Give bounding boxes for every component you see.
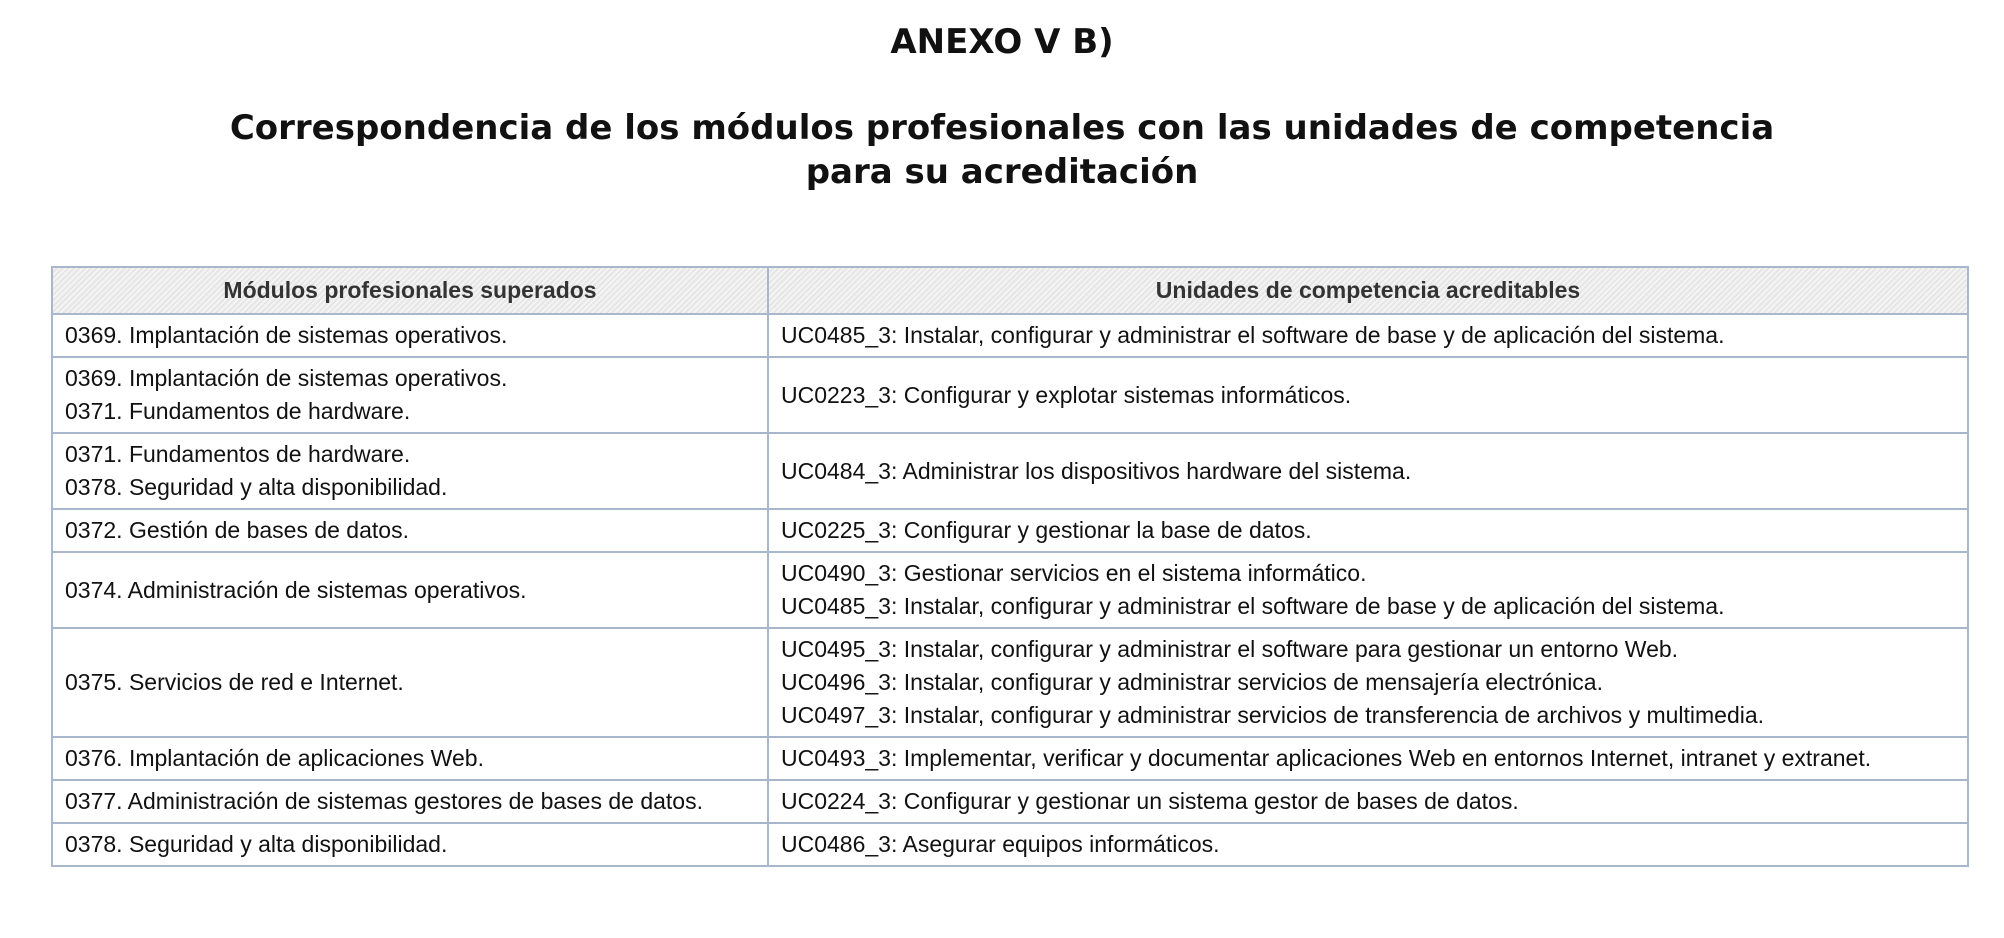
correspondence-table xyxy=(51,266,1969,867)
table-row xyxy=(52,628,1968,737)
units-cell xyxy=(768,628,1968,737)
table-row xyxy=(52,433,1968,509)
units-cell xyxy=(768,433,1968,509)
modules-cell xyxy=(52,509,768,552)
unit-line: UC0495_3: Instalar, configurar y administrar el software para gestionar un entorno Web. xyxy=(781,636,1679,662)
module-line: 0378. Seguridad y alta disponibilidad. xyxy=(65,831,448,857)
units-cell xyxy=(768,314,1968,357)
modules-cell xyxy=(52,433,768,509)
units-cell xyxy=(768,737,1968,780)
modules-cell xyxy=(52,552,768,628)
table-row xyxy=(52,737,1968,780)
modules-cell xyxy=(52,314,768,357)
module-line: 0377. Administración de sistemas gestores de bases de datos. xyxy=(65,788,703,814)
unit-line: UC0493_3: Implementar, verificar y documentar aplicaciones Web en entornos Internet, intranet y extranet. xyxy=(781,745,1872,771)
unit-line: UC0484_3: Administrar los dispositivos hardware del sistema. xyxy=(781,457,1412,484)
table-row xyxy=(52,552,1968,628)
table-row xyxy=(52,357,1968,433)
units-cell xyxy=(768,357,1968,433)
unit-line: UC0225_3: Configurar y gestionar la base de datos. xyxy=(781,517,1312,543)
unit-line: UC0224_3: Configurar y gestionar un sistema gestor de bases de datos. xyxy=(781,788,1519,814)
table-row xyxy=(52,314,1968,357)
module-line: 0376. Implantación de aplicaciones Web. xyxy=(65,745,484,771)
table-row xyxy=(52,823,1968,866)
unit-line: UC0223_3: Configurar y explotar sistemas informáticos. xyxy=(781,381,1352,408)
table-header-row xyxy=(52,267,1968,314)
modules-cell xyxy=(52,737,768,780)
unit-line: UC0496_3: Instalar, configurar y administrar servicios de mensajería electrónica. xyxy=(781,669,1603,695)
modules-cell xyxy=(52,780,768,823)
table-row xyxy=(52,780,1968,823)
unit-line: UC0497_3: Instalar, configurar y administrar servicios de transferencia de archivos y multimedia. xyxy=(781,702,1765,728)
annex-title: ANEXO V B) xyxy=(890,22,1114,62)
units-cell xyxy=(768,552,1968,628)
modules-cell xyxy=(52,357,768,433)
subtitle-line-1: Correspondencia de los módulos profesionales con las unidades de competencia xyxy=(229,108,1775,148)
module-line: 0371. Fundamentos de hardware. xyxy=(65,441,411,467)
table-row xyxy=(52,509,1968,552)
units-cell xyxy=(768,823,1968,866)
units-cell xyxy=(768,509,1968,552)
header-modules: Módulos profesionales superados xyxy=(52,267,768,314)
units-cell xyxy=(768,780,1968,823)
module-line: 0375. Servicios de red e Internet. xyxy=(65,669,404,695)
module-line: 0378. Seguridad y alta disponibilidad. xyxy=(65,474,448,500)
header-units: Unidades de competencia acreditables xyxy=(768,267,1968,314)
unit-line: UC0485_3: Instalar, configurar y administrar el software de base y de aplicación del sistema. xyxy=(781,593,1725,619)
unit-line: UC0490_3: Gestionar servicios en el sistema informático. xyxy=(781,560,1367,586)
module-line: 0369. Implantación de sistemas operativos. xyxy=(65,365,508,391)
module-line: 0369. Implantación de sistemas operativos. xyxy=(65,322,508,348)
modules-cell xyxy=(52,628,768,737)
modules-cell xyxy=(52,823,768,866)
module-line: 0371. Fundamentos de hardware. xyxy=(65,398,411,424)
unit-line: UC0486_3: Asegurar equipos informáticos. xyxy=(781,831,1220,857)
module-line: 0374. Administración de sistemas operativos. xyxy=(65,576,527,603)
module-line: 0372. Gestión de bases de datos. xyxy=(65,517,409,543)
unit-line: UC0485_3: Instalar, configurar y administrar el software de base y de aplicación del sistema. xyxy=(781,322,1725,348)
subtitle-line-2: para su acreditación xyxy=(805,152,1199,192)
document-subtitle xyxy=(0,106,2004,194)
